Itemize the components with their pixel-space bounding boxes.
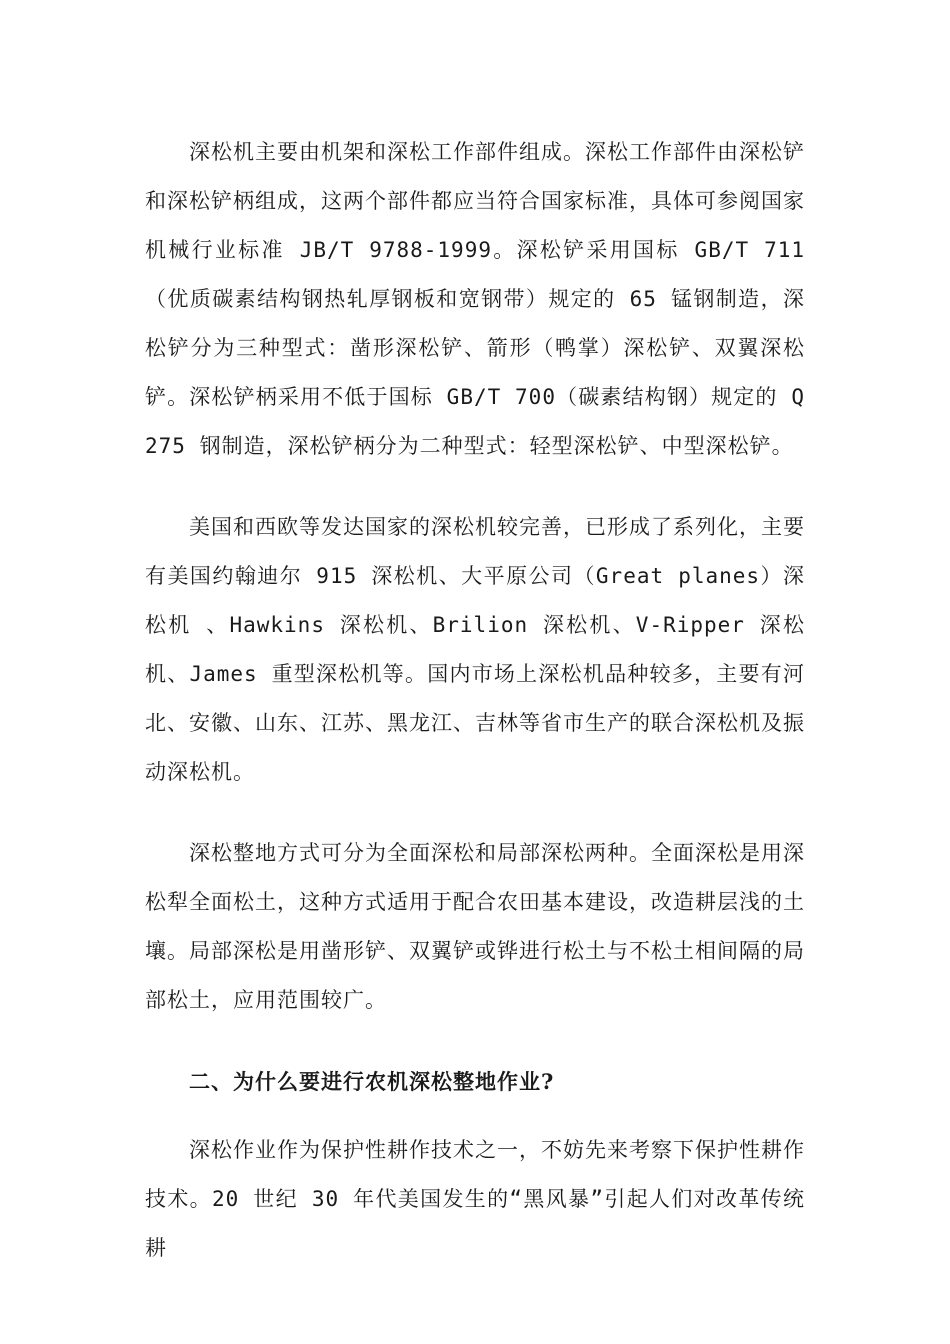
document-body xyxy=(145,128,805,1305)
paragraph-subsoiler-structure: 深松机主要由机架和深松工作部件组成。深松工作部件由深松铲和深松铲柄组成，这两个部件都应当符合国家标准，具体可参阅国家机械行业标准 JB/T 9788-1999。深松铲采用国标 GB/T 711（优质碳素结构钢热轧厚钢板和宽钢带）规定的 65 锰钢制造，深松铲分为三种型式：凿形深松铲、箭形（鸭掌）深松铲、双翼深松铲。深松铲柄采用不低于国标 GB/T 700（碳素结构钢）规定的 Q275 钢制造，深松铲柄分为二种型式：轻型深松铲、中型深松铲。 xyxy=(145,140,805,458)
section-heading: 二、为什么要进行农机深松整地作业? xyxy=(189,1069,555,1094)
paragraph-subsoiler-market: 美国和西欧等发达国家的深松机较完善，已形成了系列化，主要有美国约翰迪尔 915 深松机、大平原公司（Great planes）深松机 、Hawkins 深松机、Brilion 深松机、V-Ripper 深松机、James 重型深松机等。国内市场上深松机品种较多，主要有河北、安徽、山东、江苏、黑龙江、吉林等省市生产的联合深松机及振动深松机。 xyxy=(145,515,805,784)
paragraph-conservation-tillage: 深松作业作为保护性耕作技术之一，不妨先来考察下保护性耕作技术。20 世纪 30 年代美国发生的“黑风暴”引起人们对改革传统耕 xyxy=(145,1138,805,1260)
paragraph-subsoiling-methods: 深松整地方式可分为全面深松和局部深松两种。全面深松是用深松犁全面松土，这种方式适用于配合农田基本建设，改造耕层浅的土壤。局部深松是用凿形铲、双翼铲或铧进行松土与不松土相间隔的局部松土，应用范围较广。 xyxy=(145,841,805,1012)
